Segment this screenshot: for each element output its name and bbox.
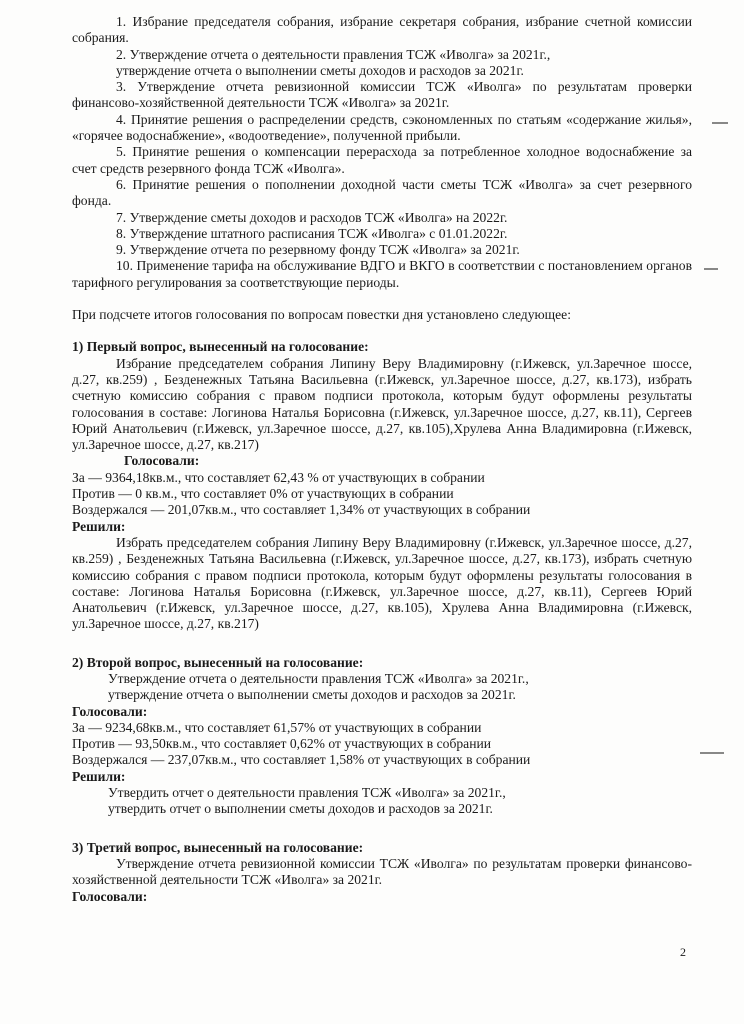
agenda-item: 6. Принятие решения о пополнении доходной части сметы ТСЖ «Иволга» за счет резервного фонда. xyxy=(72,176,692,209)
q2-decision: Утвердить отчет о деятельности правления ТСЖ «Иволга» за 2021г., xyxy=(108,785,506,801)
q1-text: Избрание председателем собрания Липину Веру Владимировну (г.Ижевск, ул.Заречное шоссе, д.27, кв.259) , Безденежных Татьяна Васильевна (г.Ижевск, ул.Заречное шоссе, д.27, кв.173), избрать счетную комиссию собрания с правом подписи протокола, которым будут оформлены результаты голосования в составе: Логинова Наталья Борисовна (г.Ижевск, ул.Заречное шоссе, д.27, кв.11), Сергеев Юрий Анатольевич (г.Ижевск, ул.Заречное шоссе, д.27, кв.105),Хрулева Анна Владимировна (г.Ижевск, ул.Заречное шоссе, д.27, кв.217) xyxy=(72,355,692,453)
page-number: 2 xyxy=(680,945,686,959)
q2-decision: утвердить отчет о выполнении сметы доходов и расходов за 2021г. xyxy=(108,801,493,817)
scan-mark xyxy=(704,268,718,270)
q1-heading: 1) Первый вопрос, вынесенный на голосование: xyxy=(72,339,369,355)
q2-decided-label: Решили: xyxy=(72,768,126,784)
agenda-item: 2. Утверждение отчета о деятельности правления ТСЖ «Иволга» за 2021г., xyxy=(116,46,551,62)
q1-voted-label: Голосовали: xyxy=(124,453,200,469)
agenda-item: 4. Принятие решения о распределении средств, сэкономленных по статьям «содержание жилья», «горячее водоснабжение», «водоотведение», полученной прибыли. xyxy=(72,111,692,144)
document-body xyxy=(72,14,692,905)
q1-against: Против — 0 кв.м., что составляет 0% от участвующих в собрании xyxy=(72,486,454,502)
agenda-item: 7. Утверждение сметы доходов и расходов ТСЖ «Иволга» на 2022г. xyxy=(116,209,508,225)
agenda-item: 9. Утверждение отчета по резервному фонду ТСЖ «Иволга» за 2021г. xyxy=(116,242,520,258)
q2-heading: 2) Второй вопрос, вынесенный на голосование: xyxy=(72,654,364,670)
q1-decision: Избрать председателем собрания Липину Веру Владимировну (г.Ижевск, ул.Заречное шоссе, д.27, кв.259) , Безденежных Татьяна Васильевна (г.Ижевск, ул.Заречное шоссе, д.27, кв.173), избрать счетную комиссию собрания с правом подписи протокола, которым будут оформлены результаты голосования в составе: Логинова Наталья Борисовна (г.Ижевск, ул.Заречное шоссе, д.27, кв.11), Сергеев Юрий Анатольевич (г.Ижевск, ул.Заречное шоссе, д.27, кв.105), Хрулева Анна Владимировна (г.Ижевск, ул.Заречное шоссе, д.27, кв.217) xyxy=(72,534,692,632)
q2-for: За — 9234,68кв.м., что составляет 61,57% от участвующих в собрании xyxy=(72,719,482,735)
q2-against: Против — 93,50кв.м., что составляет 0,62% от участвующих в собрании xyxy=(72,736,492,752)
agenda-item: утверждение отчета о выполнении сметы доходов и расходов за 2021г. xyxy=(116,62,524,78)
q3-heading: 3) Третий вопрос, вынесенный на голосование: xyxy=(72,839,364,855)
q2-text: Утверждение отчета о деятельности правления ТСЖ «Иволга» за 2021г., xyxy=(108,670,529,686)
agenda-item: 1. Избрание председателя собрания, избрание секретаря собрания, избрание счетной комиссии собрания. xyxy=(72,14,692,46)
agenda-item: 8. Утверждение штатного расписания ТСЖ «Иволга» с 01.01.2022г. xyxy=(116,225,508,241)
q1-abstained: Воздержался — 201,07кв.м., что составляет 1,34% от участвующих в собрании xyxy=(72,502,531,518)
q2-abstained: Воздержался — 237,07кв.м., что составляет 1,58% от участвующих в собрании xyxy=(72,752,531,768)
scan-mark xyxy=(700,752,724,754)
q2-voted-label: Голосовали: xyxy=(72,703,148,719)
agenda-item: 10. Применение тарифа на обслуживание ВДГО и ВКГО в соответствии с постановлением органов тарифного регулирования за соответствующие периоды. xyxy=(72,258,692,290)
agenda-item: 3. Утверждение отчета ревизионной комиссии ТСЖ «Иволга» по результатам проверки финансово-хозяйственной деятельности ТСЖ «Иволга» за 2021г. xyxy=(72,79,692,111)
q3-voted-label: Голосовали: xyxy=(72,888,148,904)
agenda-item: 5. Принятие решения о компенсации перерасхода за потребленное холодное водоснабжение за счет средств резервного фонда ТСЖ «Иволга». xyxy=(72,144,692,176)
scan-mark xyxy=(712,122,728,124)
intro-text: При подсчете итогов голосования по вопросам повестки дня установлено следующее: xyxy=(72,307,571,323)
q1-for: За — 9364,18кв.м., что составляет 62,43 % от участвующих в собрании xyxy=(72,469,485,485)
q2-text: утверждение отчета о выполнении сметы доходов и расходов за 2021г. xyxy=(108,687,516,703)
q1-decided-label: Решили: xyxy=(72,518,126,534)
q3-text: Утверждение отчета ревизионной комиссии ТСЖ «Иволга» по результатам проверки финансово-хозяйственной деятельности ТСЖ «Иволга» за 2021г. xyxy=(72,855,692,888)
